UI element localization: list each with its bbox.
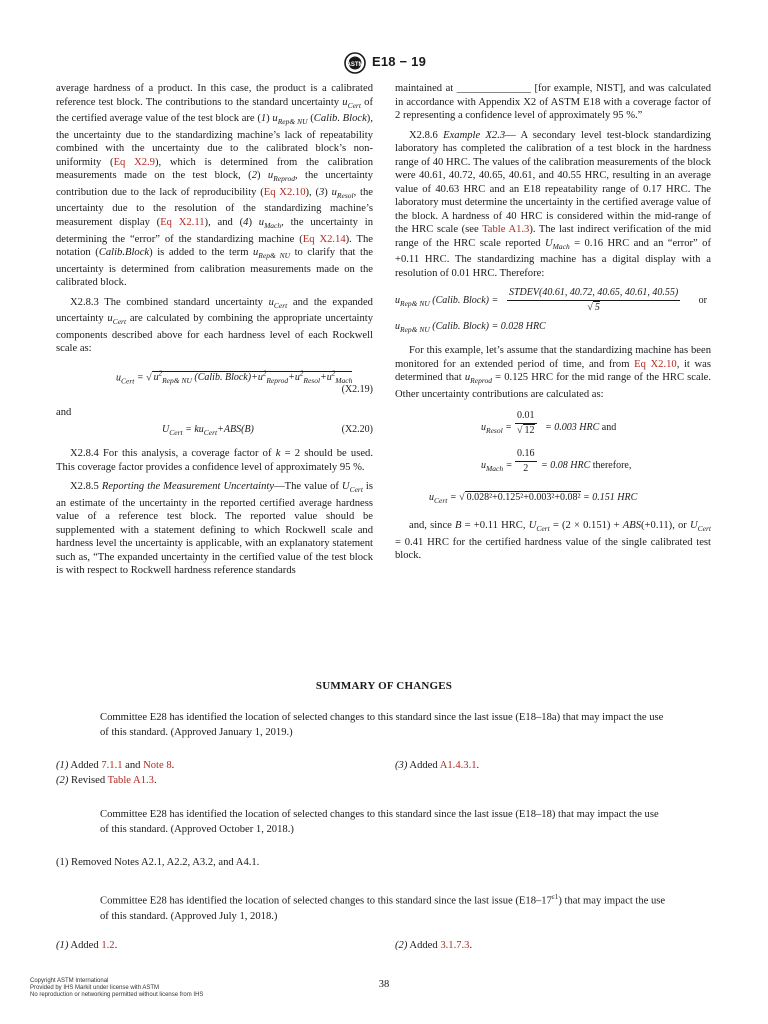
ref-link[interactable]: A1.4.3.1: [439, 760, 477, 771]
copyright-footer: Copyright ASTM International Provided by IHS Markit under license with ASTM No reproduction or networking permitted without license from IHS: [30, 978, 204, 998]
equation-components: $u_{Resol}$ = $\frac{0.01}{√ 12}$ = 0.003 HRC and $u_{Mach}$ = $\frac{0.16}{2}$ = 0.08 HRC therefore, $u_{Cert}$ = √ 0.028²+0.125²+0.003²+0.08² = 0.151 HRC: [429, 410, 638, 506]
change-item: (3) Added A1.4.3.1.: [395, 760, 480, 771]
ref-link[interactable]: Table A1.3: [482, 224, 530, 235]
body-paragraph: X2.8.6 Example X2.3— A secondary level test-block standardizing laboratory has completed the calibration of a test block in the hardness range of 40 HRC. The values of the calibration measurements of the block were 40.61, 40.72, 40.65, 40.61, and 40.55 HRC, resulting in an average value of 40.63 HRC and an E18 repeatability range of 0.17 HRC. The laboratory must determine the uncertainty in the certified average value of the block. A hardness of 40 HRC is considered within the mid-range of the HRC scale (see Table A1.3). The last indirect verification of the mid range of the HRC scale reported $U_{Mach} = 0.16$ HRC and an “error” of +0.11 HRC. The standardizing machine has a digital display with a resolution of 0.01 HRC. Therefore:: [395, 129, 711, 279]
right-column: [395, 82, 711, 563]
ref-link[interactable]: Eq X2.14: [302, 233, 346, 245]
equation-x2-19: $u_{Cert}$ = √ $u^2_{Rep\& NU}$ (Calib. $Block)+u^2_{Reprod}+u^2_{Resol}+u^2_{Mach}$ (X2.19): [116, 369, 373, 395]
ref-link[interactable]: 3.1.7.3: [440, 940, 470, 951]
ref-link[interactable]: Eq X2.10: [634, 358, 677, 370]
body-paragraph: maintained at ______________ [for example, NIST], and was calculated in accordance with Appendix X2 of ASTM E18 with a coverage factor of 2 representing a confidence level of approximately 95 %.”: [395, 83, 711, 121]
change-item: (2) Added 3.1.7.3.: [395, 940, 473, 951]
standard-designation: E18 − 19: [372, 54, 427, 69]
change-item: (2) Revised Table A1.3.: [56, 775, 157, 786]
summary-paragraph: Committee E28 has identified the location of selected changes to this standard since the last issue (E18–18a) that may impact the use of this standard. (Approved January 1, 2019.): [100, 712, 664, 738]
body-paragraph: For this example, let’s assume that the standardizing machine has been monitored for an extended period of time, and from Eq X2.10, it was determined that $u_{Reprod} = 0.125$ HRC for the mid range of the HRC scale. Other uncertainty contributions are calculated as:: [395, 345, 711, 400]
svg-text:ASTM: ASTM: [346, 62, 364, 68]
change-item: (1) Added 1.2.: [56, 940, 118, 951]
summary-paragraph: Committee E28 has identified the location of selected changes to this standard since the last issue (E18–18) that may impact the use of this standard. (Approved October 1, 2018.): [100, 809, 659, 835]
ref-link[interactable]: Table A1.3: [107, 775, 154, 786]
ref-link[interactable]: Eq X2.11: [160, 216, 205, 228]
body-paragraph: average hardness of a product. In this case, the product is a calibrated reference test block. The contributions to the standard uncertainty $u_{Cert}$ of the certified average value of the test block are (1) $u_{Rep\& NU}$ (Calib. Block), the uncertainty due to the standardizing machine’s lack of repeatability combined with the uncertainty due to the calibrated block’s non-uniformity (Eq X2.9), which is determined from the calibration measurements made on the test block, (2) $u_{Reprod}$, the uncertainty contribution due to the lack of reproducibility (Eq X2.10), (3) $u_{Resol}$, the uncertainty due to the resolution of the standardizing machine’s measurement display (Eq X2.11), and (4) $u_{Mach}$, the uncertainty in determining the “error” of the standardizing machine (Eq X2.14). The notation (Calib.Block) is added to the term $u_{Rep\& NU}$ to clarify that the uncertainty is determined from calibration measurements made on the calibrated block.: [56, 83, 374, 289]
astm-logo-icon: [342, 52, 368, 74]
summary-paragraph: Committee E28 has identified the location of selected changes to this standard since the last issue $(E18-17^{\varepsilon 1})$ that may impact the use of this standard. (Approved July 1, 2018.): [100, 893, 666, 922]
ref-link[interactable]: Eq X2.10: [263, 186, 306, 198]
page-number: 38: [378, 979, 390, 990]
body-paragraph: and: [56, 406, 72, 418]
page-header: [0, 52, 768, 74]
ref-link[interactable]: Note 8: [143, 760, 172, 771]
ref-link[interactable]: 7.1.1: [101, 760, 123, 771]
equation-x2-20: $U_{Cert} = ku_{Cert}+ABS(B)$ (X2.20): [162, 424, 373, 438]
body-paragraph: X2.8.5 Reporting the Measurement Uncertainty—The value of $U_{Cert}$ is an estimate of the uncertainty in the reported certified average hardness value of a reference test block. The reported value should be supplemented with a statement defining to which Rockwell scale and hardness level the uncertainty is applicable, with an explanatory statement such as, “The expanded uncertainty in the certified value of the test block is with respect to Rockwell hardness reference standards: [56, 481, 373, 577]
summary-title: SUMMARY OF CHANGES: [315, 680, 453, 692]
ref-link[interactable]: 1.2: [101, 940, 115, 951]
left-column: [56, 82, 373, 578]
change-item: (1) Removed Notes A2.1, A2.2, A3.2, and A4.1.: [56, 857, 260, 868]
change-item: (1) Added 7.1.1 and Note 8.: [56, 760, 175, 771]
equation-ucalib: $u_{Rep\& NU}$ (Calib. Block) = STDEV(40.61, 40.72, 40.65, 40.61, 40.55) √ 5 or $u_{Rep\& NU}$ (Calib. Block) = 0.028 HRC: [395, 287, 707, 335]
body-paragraph: X2.8.4 For this analysis, a coverage factor of k = 2 should be used. This coverage factor provides a confidence level of approximately 95 %.: [56, 448, 373, 473]
ref-link[interactable]: Eq X2.9: [113, 156, 155, 168]
body-paragraph: and, since B = +0.11 HRC, $U_{Cert} = (2 \times 0.151) + ABS(+0.11)$, or $U_{Cert} = 0.41$ HRC for the certified hardness value of the single calibrated test block.: [395, 520, 711, 562]
body-paragraph: X2.8.3 The combined standard uncertainty $u_{Cert}$ and the expanded uncertainty $u_{Cert}$ are calculated by combining the appropriate uncertainty components described above for each hardness level of each Rockwell scale as:: [56, 296, 373, 355]
